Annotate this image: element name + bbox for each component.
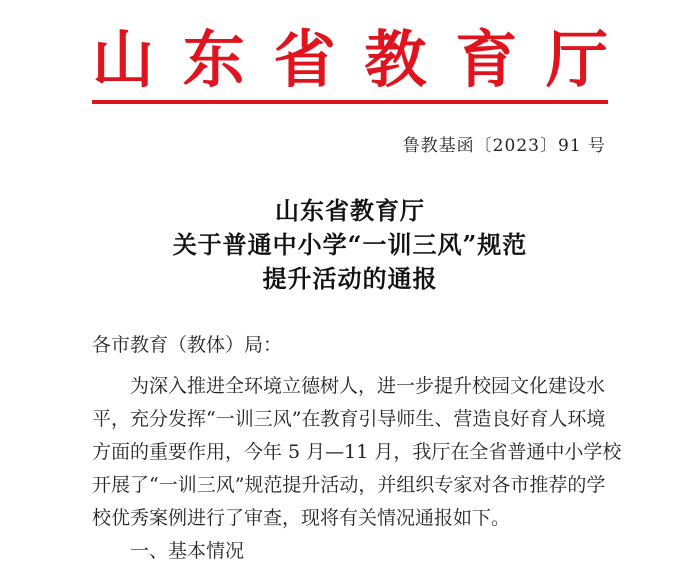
section-heading: 一、基本情况	[130, 540, 245, 562]
document-title-line-2: 关于普通中小学“一训三风”规范	[172, 230, 528, 259]
masthead-char: 育	[455, 23, 518, 96]
document-title-line-1: 山东省教育厅	[275, 196, 425, 225]
body-line: 平，充分发挥“一训三风”在教育引导师生、营造良好育人环境	[92, 408, 606, 430]
masthead-char: 教	[364, 23, 427, 96]
masthead-char: 山	[92, 23, 155, 96]
masthead-red-rule	[92, 100, 608, 104]
masthead-char: 厅	[545, 23, 608, 96]
document-number: 鲁教基函〔2023〕91 号	[402, 136, 606, 156]
body-line: 方面的重要作用，今年 5 月—11 月，我厅在全省普通中小学校	[92, 441, 622, 463]
masthead-char: 省	[273, 23, 336, 96]
body-line: 校优秀案例进行了审查，现将有关情况通报如下。	[92, 507, 511, 529]
addressee: 各市教育（教体）局：	[92, 334, 283, 356]
masthead-title	[92, 22, 608, 98]
body-line: 为深入推进全环境立德树人，进一步提升校园文化建设水	[130, 375, 606, 397]
masthead-char: 东	[182, 23, 245, 96]
body-line: 开展了“一训三风”规范提升活动，并组织专家对各市推荐的学	[92, 474, 606, 496]
document-title-line-3: 提升活动的通报	[262, 264, 438, 293]
